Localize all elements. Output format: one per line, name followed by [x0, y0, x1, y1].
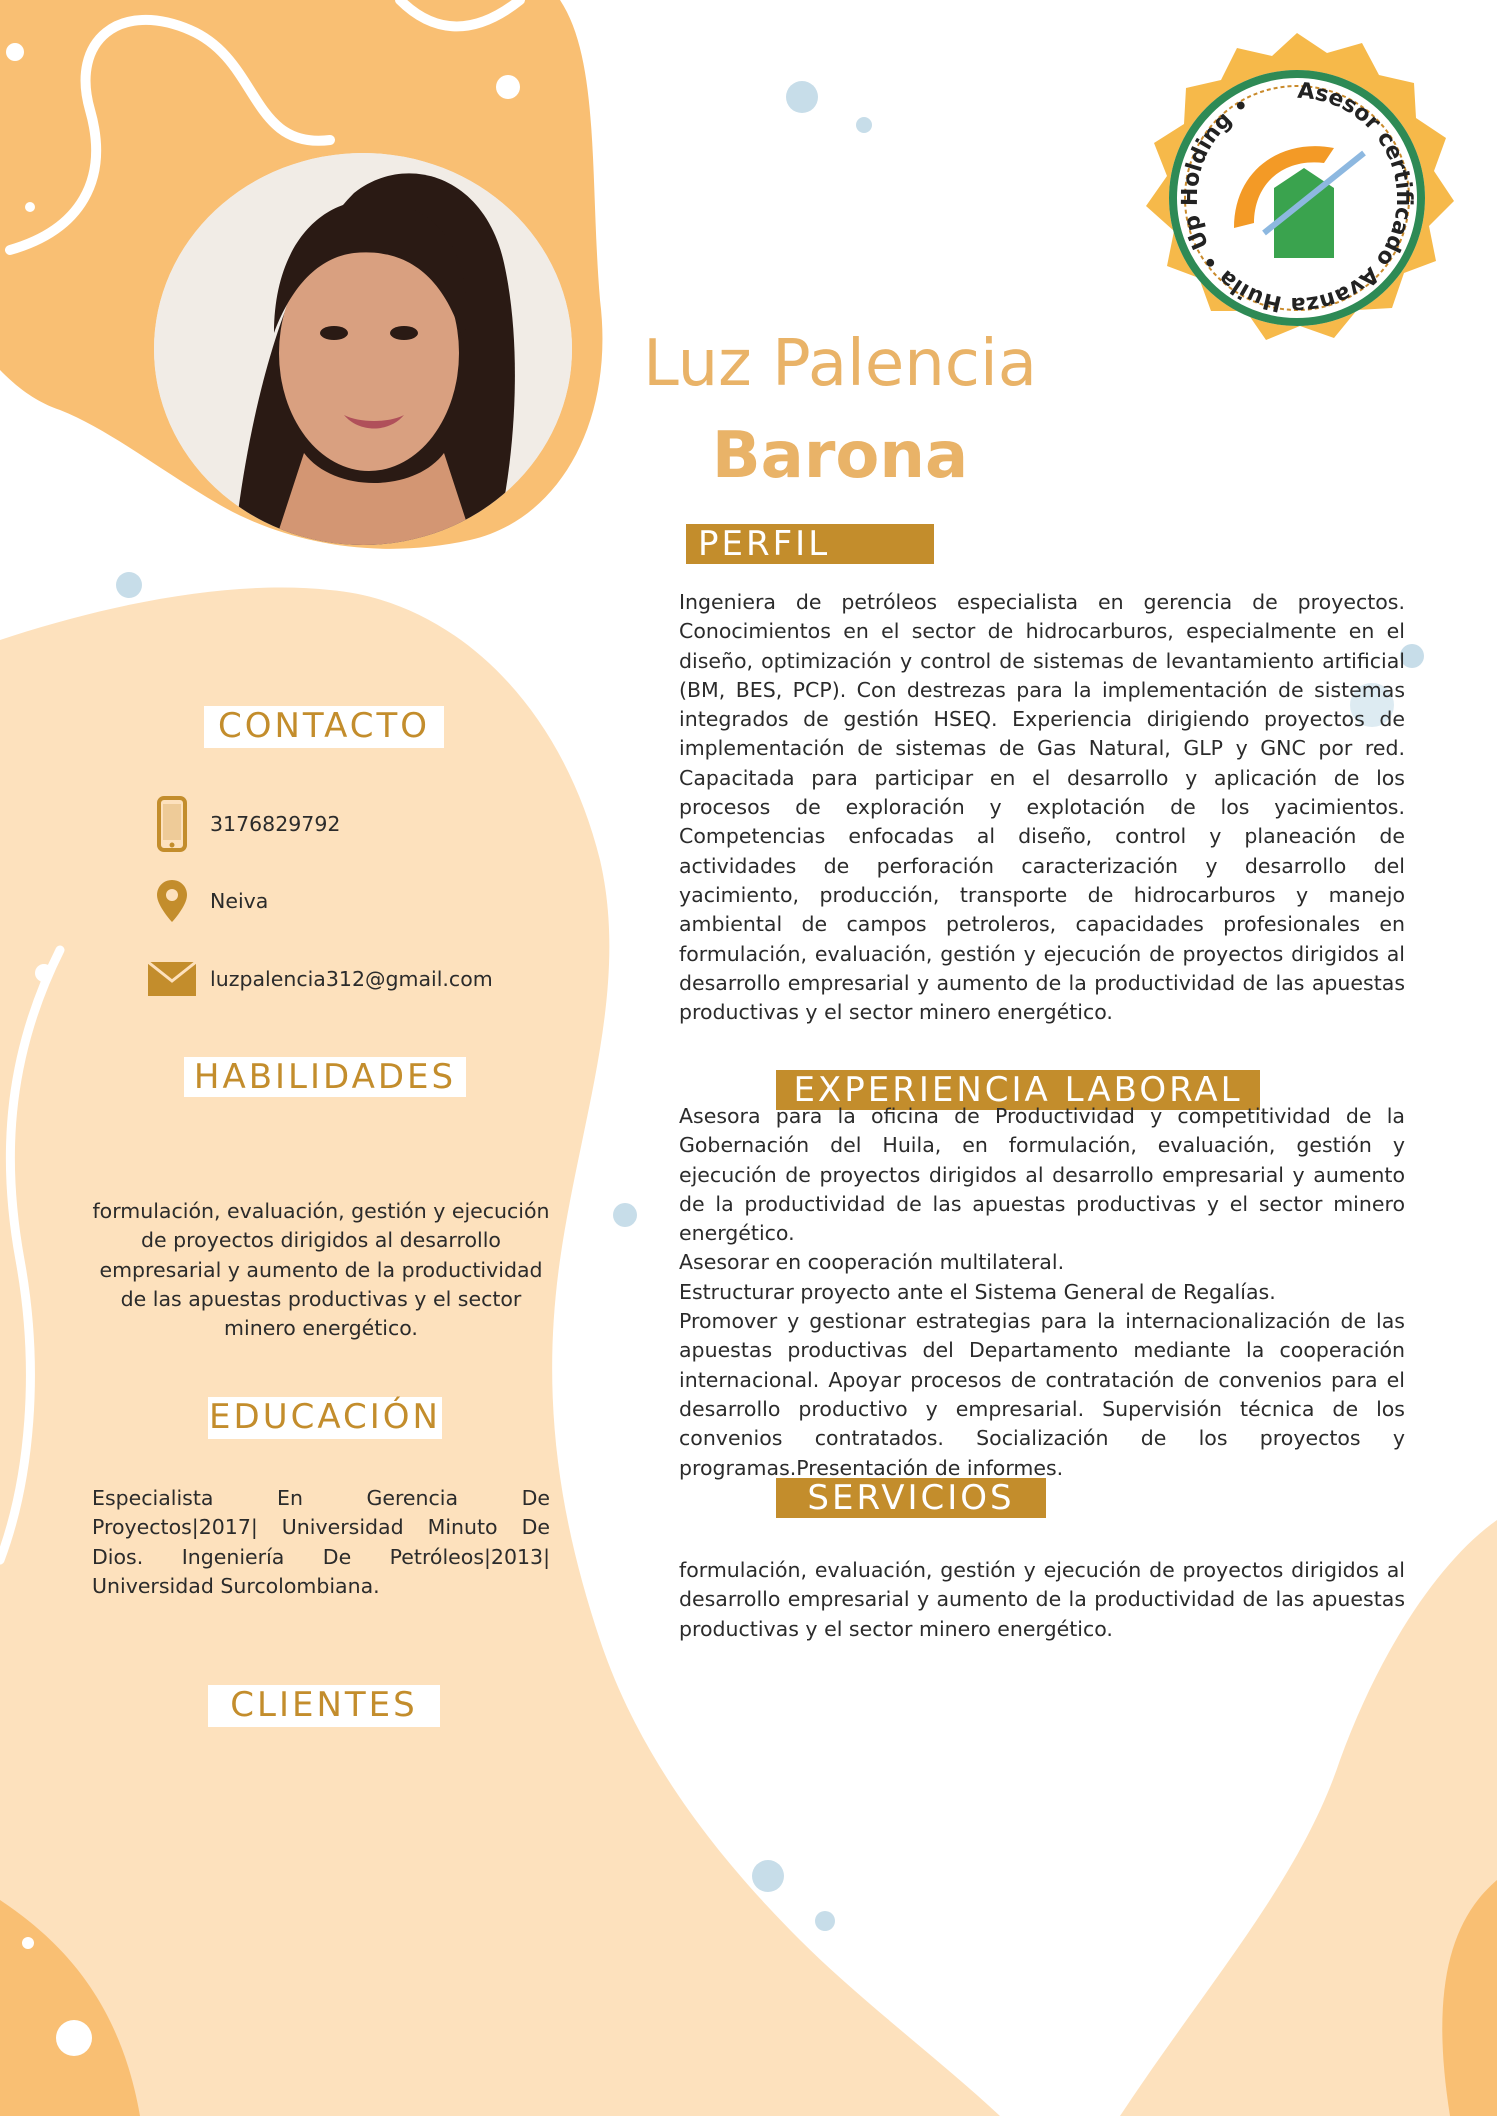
heading-clientes: CLIENTES [208, 1685, 440, 1727]
person-name [600, 318, 1080, 502]
heading-experiencia: EXPERIENCIA LABORAL [776, 1070, 1260, 1110]
contact-phone [140, 796, 340, 852]
name-line-1: Luz Palencia [643, 327, 1037, 401]
name-line-2: Barona [711, 419, 969, 493]
heading-habilidades: HABILIDADES [184, 1057, 466, 1097]
contact-email [140, 951, 493, 1007]
dot [613, 1203, 637, 1227]
dot [56, 2020, 92, 2056]
certification-seal [1124, 28, 1470, 368]
heading-servicios: SERVICIOS [776, 1478, 1046, 1518]
dot [752, 1860, 784, 1892]
dot [856, 117, 872, 133]
experiencia-item: Promover y gestionar estrategias para la internacionalización de las apuestas productivas del Departamento mediante la cooperación internacional. Apoyar procesos de contratación de convenios para el desarrollo productivo y empresarial. Supervisión técnica de los convenios contratados. Socialización de los proyectos y programas.Presentación de informes. [679, 1309, 1405, 1480]
dot [116, 572, 142, 598]
profile-photo [154, 153, 572, 545]
heading-contacto: CONTACTO [204, 706, 444, 748]
dot [22, 1937, 34, 1949]
phone-icon [140, 796, 204, 852]
heading-perfil: PERFIL [686, 524, 934, 564]
habilidades-paragraph: formulación, evaluación, gestión y ejecución de proyectos dirigidos al desarrollo empresarial y aumento de la productividad de las apuestas productivas y el sector minero energético. [92, 1199, 550, 1341]
perfil-paragraph: Ingeniera de petróleos especialista en gerencia de proyectos. Conocimientos en el sector de hidrocarburos, especialmente en el diseño, optimización y control de sistemas de levantamiento artificial (BM, BES, PCP). Con destrezas para la implementación de sistemas integrados de gestión HSEQ. Experiencia dirigiendo proyectos de implementación de sistemas de Gas Natural, GLP y GNC por red. Capacitada para participar en el desarrollo y aplicación de los procesos de exploración y explotación de los yacimientos. Competencias enfocadas al diseño, control y planeación de actividades de perforación caracterización y desarrollo del yacimiento, producción, transporte de hidrocarburos y manejo ambiental de campos petroleros, capacidades profesionales en formulación, evaluación, gestión y ejecución de proyectos dirigidos al desarrollo empresarial y aumento de la productividad de las apuestas productivas y el sector minero energético. [679, 590, 1405, 1025]
experiencia-item: Estructurar proyecto ante el Sistema General de Regalías. [679, 1279, 1276, 1304]
dot [25, 202, 35, 212]
heading-educacion: EDUCACIÓN [209, 1397, 441, 1437]
experiencia-item: Asesora para la oficina de Productividad y competitividad de la Gobernación del Huila, en formulación, evaluación, gestión y ejecución de proyectos dirigidos al desarrollo empresarial y aumento de la productividad de las apuestas productivas y el sector minero energético. [679, 1104, 1405, 1246]
location-pin-icon [140, 878, 204, 924]
contact-city [140, 873, 268, 929]
dot [6, 43, 24, 61]
dot [35, 964, 53, 982]
dot [815, 1911, 835, 1931]
dot [786, 81, 818, 113]
envelope-icon [140, 961, 204, 997]
city-name: Neiva [210, 889, 269, 913]
servicios-paragraph: formulación, evaluación, gestión y ejecución de proyectos dirigidos al desarrollo empresarial y aumento de la productividad de las apuestas productivas y el sector minero energético. [679, 1558, 1405, 1641]
phone-number[interactable]: 3176829792 [210, 812, 341, 836]
experiencia-list [679, 1102, 1405, 1483]
educacion-paragraph: Especialista En Gerencia De Proyectos|2017| Universidad Minuto De Dios. Ingeniería De Petróleos|2013| Universidad Surcolombiana. [92, 1486, 550, 1598]
dot [496, 75, 520, 99]
email-address[interactable]: luzpalencia312@gmail.com [210, 967, 493, 991]
seal-text: Asesor certificado Avanza Huila • Up Holding • [1177, 78, 1416, 318]
experiencia-item: Asesorar en cooperación multilateral. [679, 1250, 1065, 1275]
